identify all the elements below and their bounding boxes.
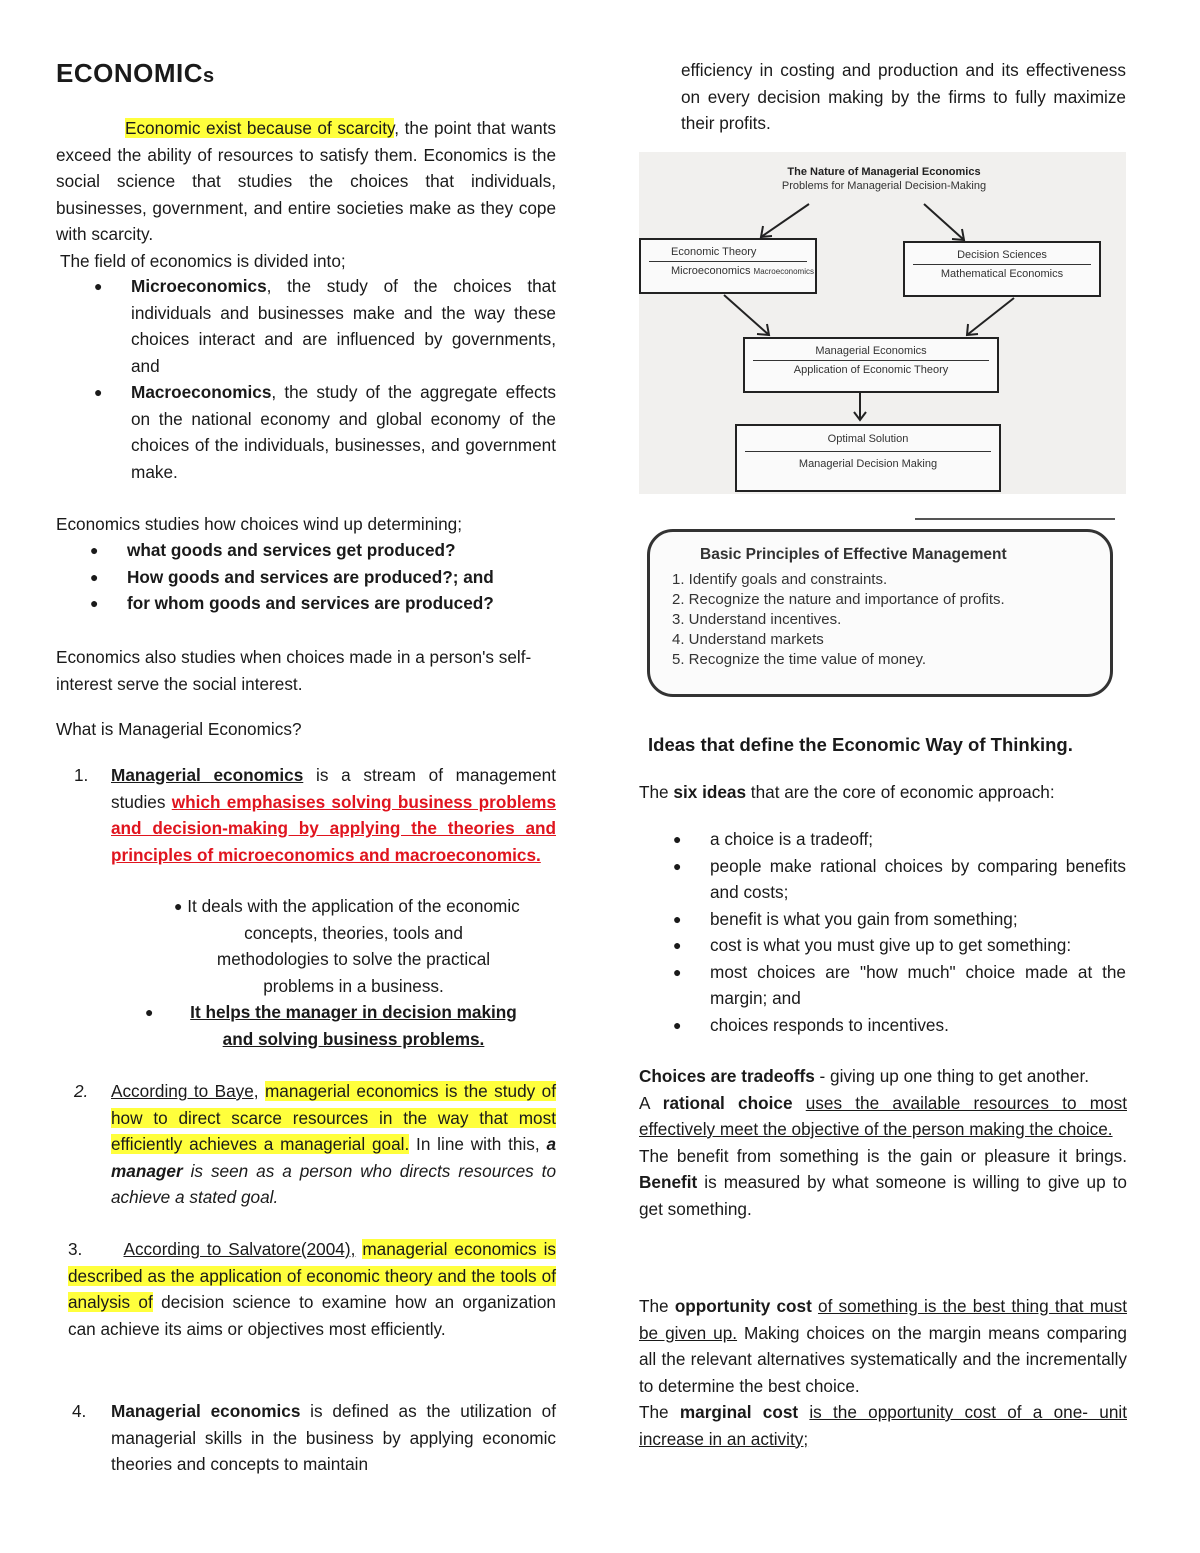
def1-number: 1.	[74, 765, 89, 785]
bullet-icon: ●	[94, 384, 103, 400]
bullet-icon: ●	[90, 542, 99, 558]
bullet-icon: ●	[90, 595, 99, 611]
bullet-icon: ●	[145, 1004, 154, 1020]
principle-item: 2. Recognize the nature and importance of profits.	[672, 591, 1005, 608]
def4-number: 4.	[72, 1401, 87, 1421]
def4-paragraph: Managerial economics is defined as the utilization of managerial skills in the business by applying economic theories and concepts to maintain	[111, 1401, 556, 1474]
list-item: ● It helps the manager in decision making and solving business problems.	[186, 999, 521, 1052]
studies-heading: Economics studies how choices wind up determining;	[56, 514, 463, 534]
question-heading: What is Managerial Economics?	[56, 719, 302, 739]
opportunity-paragraph: The opportunity cost of something is the best thing that must be given up. Making choices on the margin means comparing all the relevant alternatives systematically and the incrementally to determine the best choice. The marginal cost is the opportunity cost of a one- unit increase in an activity;	[639, 1296, 1127, 1449]
def3-paragraph: 3. According to Salvatore(2004), managerial economics is described as the application of economic theory and the tools of analysis of decision science to examine how an organization can achieve its aims or objectives most efficiently.	[68, 1239, 556, 1339]
principle-item: 1. Identify goals and constraints.	[672, 571, 888, 588]
bullet-icon: ●	[673, 831, 682, 847]
bullet-icon: ●	[673, 857, 682, 874]
bullet-icon: ●	[174, 898, 183, 914]
def4-continuation: efficiency in costing and production and its effectiveness on every decision making by the firms to fully maximize their profits.	[681, 60, 1126, 133]
principles-box	[647, 529, 1113, 697]
intro-paragraph: Economic exist because of scarcity, the point that wants exceed the ability of resources to satisfy them. Economics is the social science that studies the choices that individuals, businesses, government, and entire societies make as they cope with scarcity.	[56, 118, 556, 244]
bullet-icon: ●	[673, 937, 682, 953]
intro-highlight: Economic exist because of scarcity	[125, 118, 395, 138]
bullet-icon: ●	[94, 278, 103, 294]
managerial-economics-diagram	[639, 152, 1126, 494]
box-optimal-solution: Optimal Solution Managerial Decision Making	[735, 424, 1001, 492]
list-item: ● for whom goods and services are produced?	[127, 590, 557, 617]
def2-number: 2.	[74, 1081, 89, 1101]
list-item: ● cost is what you must give up to get something:	[710, 932, 1126, 959]
box-managerial-economics: Managerial Economics Application of Economic Theory	[743, 337, 999, 393]
principle-item: 4. Understand markets	[672, 631, 824, 648]
def1-paragraph: Managerial economics is a stream of management studies which emphasises solving business problems and decision-making by applying the theories and principles of microeconomics and macroeconomics.	[111, 765, 557, 865]
diagram-subtitle: Problems for Managerial Decision-Making	[781, 180, 987, 192]
principle-item: 3. Understand incentives.	[672, 611, 842, 628]
list-item: ● Microeconomics, the study of the choices that individuals and businesses make and the way these choices interact and are influenced by governments, and	[131, 273, 556, 379]
list-item: ● a choice is a tradeoff;	[710, 826, 1126, 853]
def2-paragraph: According to Baye, managerial economics is the study of how to direct scarce resources in the way that most efficiently achieves a managerial goal. In line with this, a manager is seen as a person who directs resources to achieve a stated goal.	[111, 1081, 556, 1207]
diagram-title: The Nature of Managerial Economics	[787, 166, 981, 178]
box-economic-theory: Economic Theory Microeconomics Macroeconomics	[639, 238, 817, 294]
field-heading: The field of economics is divided into;	[60, 251, 346, 271]
list-item: ● people make rational choices by comparing benefits and costs;	[710, 853, 1126, 906]
box-decision-sciences: Decision Sciences Mathematical Economics	[903, 241, 1101, 297]
list-item: ● How goods and services are produced?; and	[127, 564, 557, 591]
field-list	[94, 273, 556, 485]
bullet-icon: ●	[673, 963, 682, 980]
ideas-heading: Ideas that define the Economic Way of Thinking.	[648, 734, 1073, 755]
list-item: ● most choices are "how much" choice made at the margin; and	[710, 959, 1126, 1012]
principles-heading: Basic Principles of Effective Management	[700, 546, 1007, 563]
def1-sublist	[145, 893, 521, 1052]
ideas-list	[673, 826, 1126, 1038]
self-interest-paragraph: Economics also studies when choices made in a person's self-interest serve the social interest.	[56, 647, 532, 694]
principle-item: 5. Recognize the time value of money.	[672, 651, 927, 668]
list-item: ● choices responds to incentives.	[710, 1012, 1126, 1039]
list-item: ● what goods and services get produced?	[127, 537, 557, 564]
bullet-icon: ●	[90, 568, 99, 585]
list-item: ● Macroeconomics, the study of the aggregate effects on the national economy and global economy of the choices of the individuals, businesses, and government make.	[131, 379, 556, 485]
bullet-icon: ●	[673, 910, 682, 927]
page-title: ECONOMICs	[56, 58, 215, 88]
list-item: ● benefit is what you gain from something;	[710, 906, 1126, 933]
divider	[915, 518, 1115, 520]
list-item: ● It deals with the application of the economic concepts, theories, tools and methodologies to solve the practical problems in a business.	[186, 893, 521, 999]
tradeoffs-paragraph: Choices are tradeoffs - giving up one thing to get another. A rational choice uses the available resources to most effectively meet the objective of the person making the choice. The benefit from something is the gain or pleasure it brings. Benefit is measured by what someone is willing to give up to get something.	[639, 1066, 1127, 1219]
bullet-icon: ●	[673, 1016, 682, 1033]
ideas-intro: The six ideas that are the core of economic approach:	[639, 782, 1055, 802]
studies-list	[90, 537, 557, 617]
